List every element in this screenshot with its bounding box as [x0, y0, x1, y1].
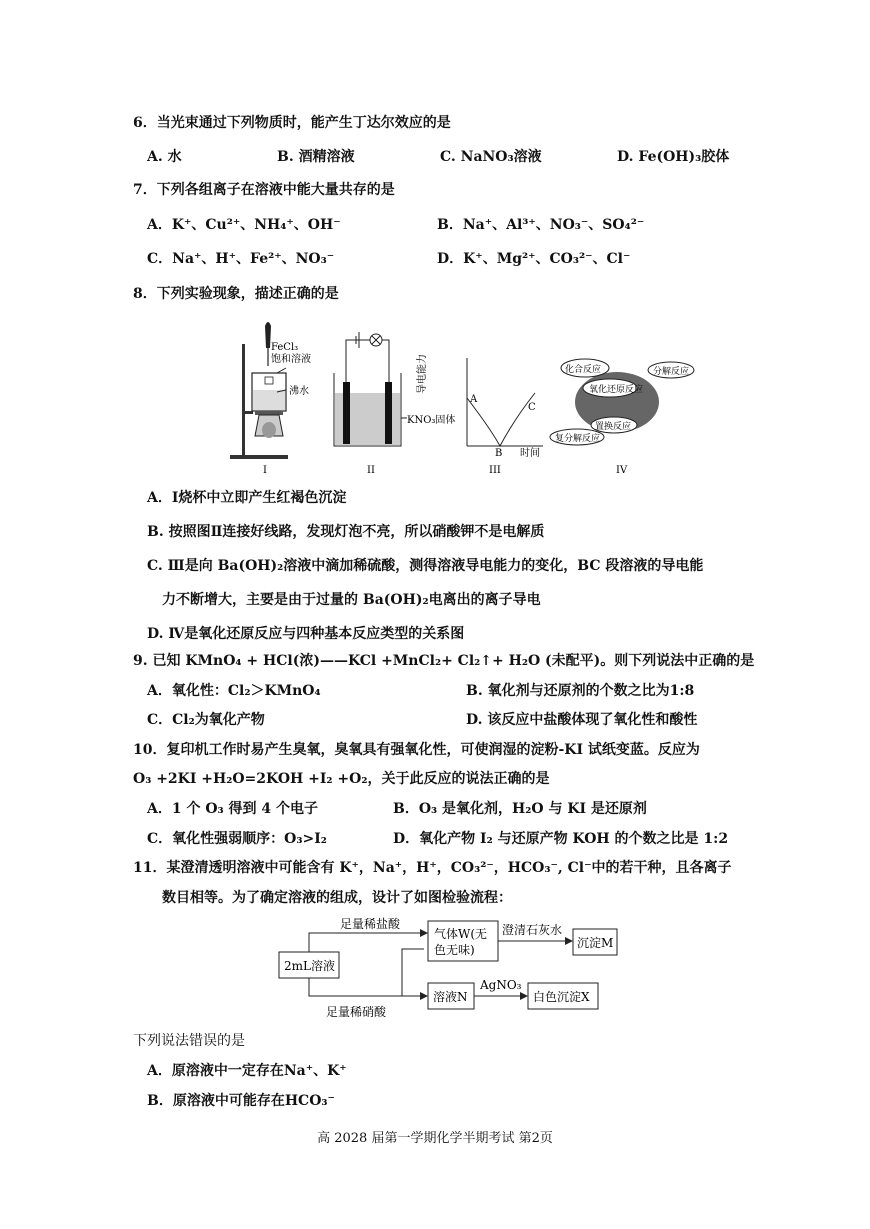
q7-stem: 7．下列各组离子在溶液中能大量共存的是 [133, 182, 395, 198]
q6-stem: 6．当光束通过下列物质时，能产生丁达尔效应的是 [133, 115, 451, 131]
q8-option-c: C. Ⅲ是向 Ba(OH)₂溶液中滴加稀硫酸，测得溶液导电能力的变化，BC 段溶液的导电能 [147, 558, 704, 574]
flow-gas-line2: 色无味) [434, 943, 475, 957]
q7-option-b: B．Na⁺、Al³⁺、NO₃⁻、SO₄²⁻ [437, 217, 645, 233]
fig3-point-c: C [528, 402, 536, 413]
fig1-caption: I [263, 465, 267, 476]
q11-option-a: A．原溶液中一定存在Na⁺、K⁺ [147, 1063, 347, 1079]
flow-reagent1: 澄清石灰水 [502, 923, 563, 937]
q10-stem-line1: 10．复印机工作时易产生臭氧，臭氧具有强氧化性，可使润湿的淀粉-KI 试纸变蓝。反应为 [133, 742, 700, 758]
q10-stem-line2: O₃ +2KI +H₂O=2KOH +I₂ +O₂，关于此反应的说法正确的是 [133, 771, 550, 787]
q10-option-c: C．氧化性强弱顺序：O₃>I₂ [147, 831, 327, 847]
q6-option-b: B. 酒精溶液 [277, 149, 355, 165]
flow-start: 2mL溶液 [284, 959, 335, 973]
fig2-caption: II [367, 465, 375, 476]
q11-stem-line2: 数目相等。为了确定溶液的组成，设计了如图检验流程： [162, 890, 512, 906]
q11-lead: 下列说法错误的是 [133, 1033, 245, 1049]
page-footer: 高 2028 届第一学期化学半期考试 第2页 [317, 1131, 553, 1146]
fig4-decomposition: 分解反应 [653, 367, 690, 377]
fig2-label-kno3: KNO₃固体 [407, 415, 456, 426]
q9-stem: 9. 已知 KMnO₄ + HCl(浓)——KCl +MnCl₂+ Cl₂↑+ H₂O (未配平)。则下列说法中正确的是 [133, 653, 755, 669]
q6-option-c: C. NaNO₃溶液 [440, 149, 542, 165]
q7-option-c: C．Na⁺、H⁺、Fe²⁺、NO₃⁻ [147, 251, 335, 267]
fig4-double-displacement: 复分解反应 [555, 434, 601, 444]
q10-option-d: D．氧化产物 I₂ 与还原产物 KOH 的个数之比是 1:2 [393, 831, 729, 847]
fig4-redox: 氧化还原反应 [589, 385, 644, 395]
q9-option-b: B. 氧化剂与还原剂的个数之比为1:8 [466, 683, 695, 699]
q10-option-a: A．1 个 O₃ 得到 4 个电子 [147, 801, 319, 817]
flow-acid2: 足量稀硝酸 [326, 1005, 387, 1019]
q8-stem: 8．下列实验现象，描述正确的是 [133, 286, 339, 302]
fig3-point-a: A [470, 394, 478, 405]
q6-option-d: D. Fe(OH)₃胶体 [617, 149, 730, 165]
q8-option-a: A．Ⅰ烧杯中立即产生红褐色沉淀 [147, 490, 347, 506]
fig4-replacement: 置换反应 [595, 422, 632, 432]
fig4-combination: 化合反应 [565, 365, 602, 375]
q8-option-d: D. Ⅳ是氧化还原反应与四种基本反应类型的关系图 [147, 626, 465, 642]
fig1-label-saturated: 饱和溶液 [271, 354, 311, 365]
flow-reagent2: AgNO₃ [480, 978, 522, 992]
q7-option-a: A．K⁺、Cu²⁺、NH₄⁺、OH⁻ [147, 217, 341, 233]
flow-sol-n: 溶液N [433, 990, 468, 1004]
q7-option-d: D．K⁺、Mg²⁺、CO₃²⁻、Cl⁻ [437, 251, 631, 267]
fig3-xlabel: 时间 [520, 448, 540, 459]
q10-option-b: B．O₃ 是氧化剂，H₂O 与 KI 是还原剂 [393, 801, 647, 817]
flow-gas-line1: 气体W(无 [434, 927, 488, 941]
q9-option-a: A．氧化性：Cl₂＞KMnO₄ [147, 683, 321, 699]
fig3-ylabel: 导电能力 [417, 354, 428, 394]
q9-option-d: D. 该反应中盐酸体现了氧化性和酸性 [466, 712, 698, 728]
q11-flowchart [270, 912, 620, 1022]
fig1-label-boiling: 沸水 [289, 386, 309, 397]
q6-option-a: A. 水 [147, 149, 182, 165]
fig3-point-b: B [495, 448, 503, 459]
figure-i-apparatus [230, 322, 311, 476]
fig1-label-fecl3: FeCl₃ [271, 342, 299, 353]
fig4-caption: IV [616, 465, 628, 476]
figure-ii-circuit [334, 332, 455, 476]
q9-option-c: C．Cl₂为氧化产物 [147, 712, 265, 728]
q8-option-c-cont: 力不断增大，主要是由于过量的 Ba(OH)₂电离出的离子导电 [162, 592, 541, 608]
q8-option-b: B. 按照图Ⅱ连接好线路，发现灯泡不亮，所以硝酸钾不是电解质 [147, 524, 545, 540]
flow-acid1: 足量稀盐酸 [340, 917, 401, 931]
fig3-caption: III [489, 465, 501, 476]
figure-iv-venn [550, 359, 694, 476]
flow-ppt-x: 白色沉淀X [533, 990, 590, 1004]
q11-option-b: B．原溶液中可能存在HCO₃⁻ [147, 1093, 335, 1109]
flow-ppt-m: 沉淀M [577, 936, 614, 950]
q8-figure [225, 318, 705, 480]
q11-stem-line1: 11．某澄清透明溶液中可能含有 K⁺，Na⁺，H⁺，CO₃²⁻，HCO₃⁻, Cl⁻中的若干种，且各离子 [133, 860, 732, 876]
